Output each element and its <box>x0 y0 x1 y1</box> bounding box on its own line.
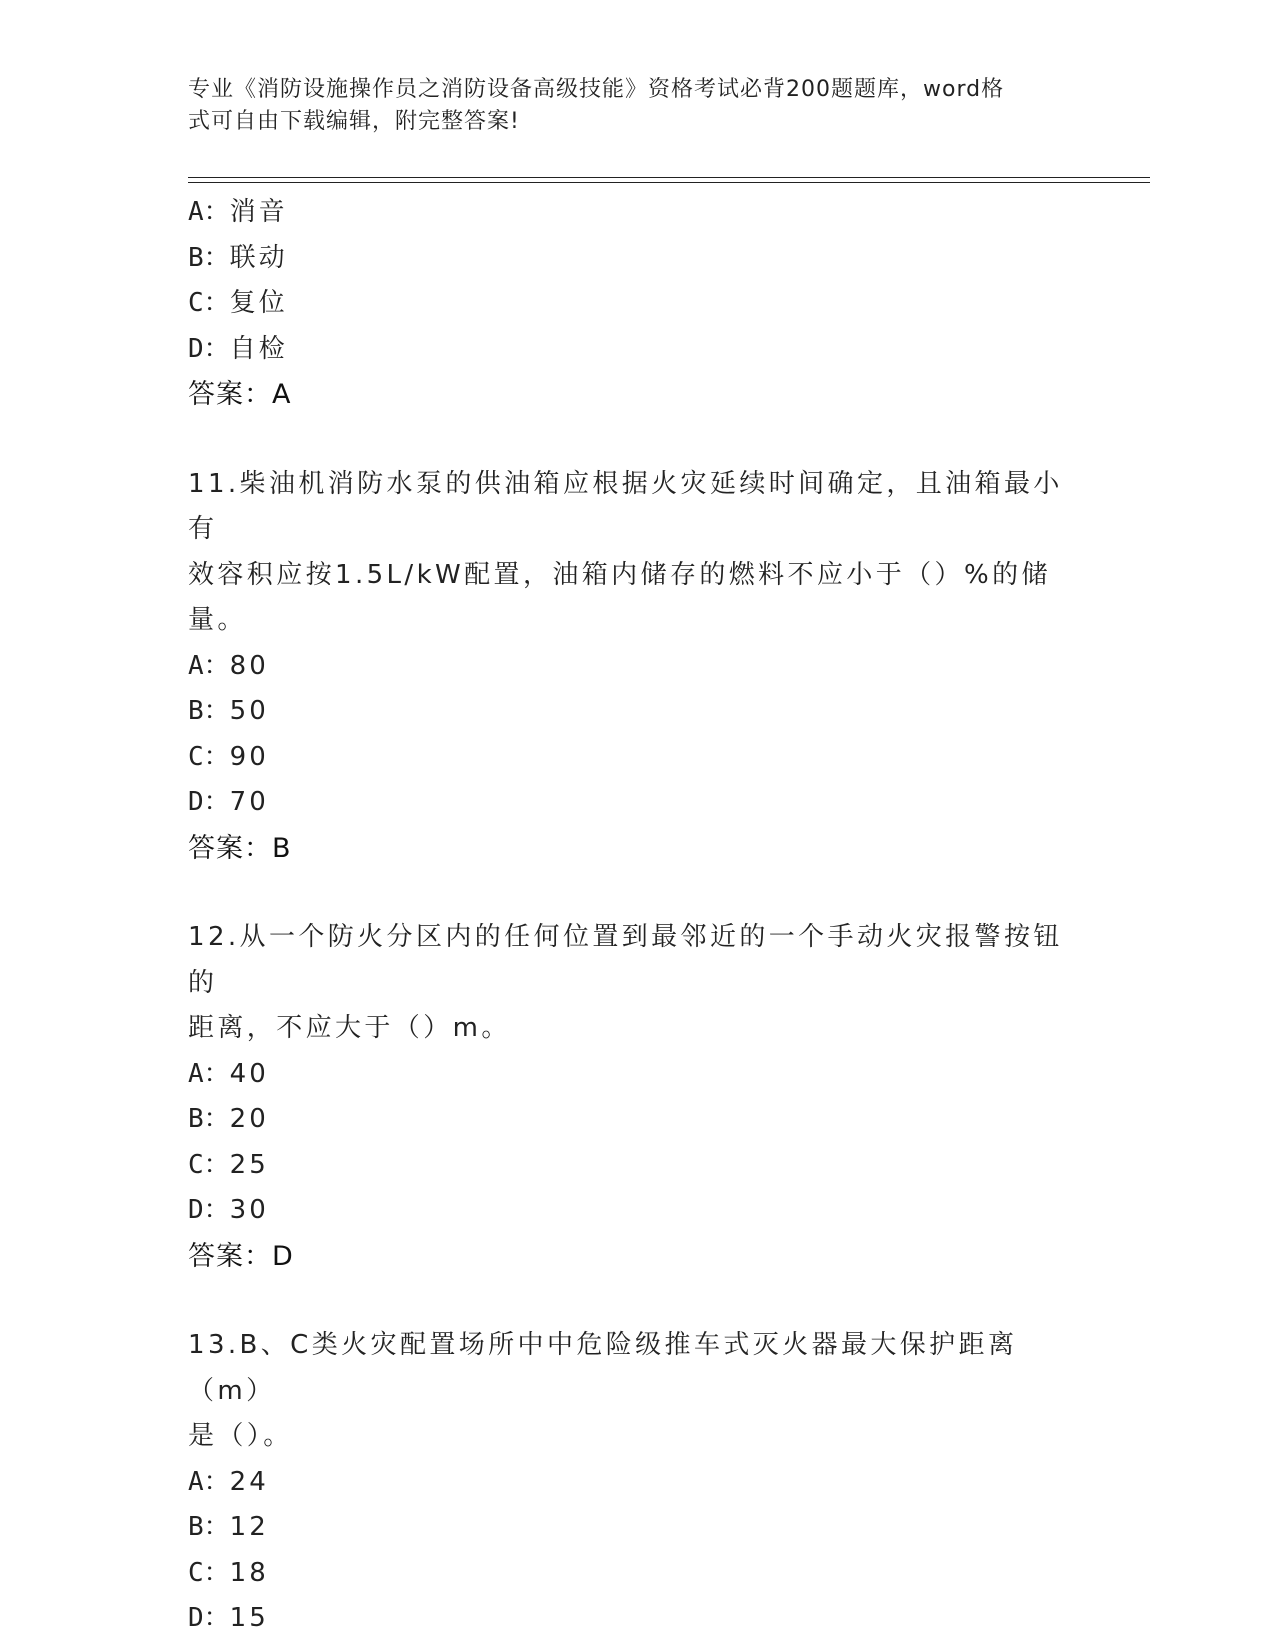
question-13-block <box>188 1323 1088 1642</box>
answer-line: 答案：B <box>188 832 292 864</box>
question-text: 11.柴油机消防水泵的供油箱应根据火灾延续时间确定，且油箱最小有 效容积应按1.5L/kW配置，油箱内储存的燃料不应小于（）%的储量。 <box>188 468 1063 635</box>
option-d: D：15 <box>188 1603 269 1633</box>
answer-line: 答案：A <box>188 379 292 410</box>
option-a: A：40 <box>188 1058 269 1089</box>
question-11-block <box>188 462 1088 872</box>
option-a: A：80 <box>188 650 269 681</box>
option-a: A：24 <box>188 1466 269 1497</box>
option-a: A：消音 <box>188 197 288 227</box>
option-d: D：30 <box>188 1195 269 1225</box>
option-b: B：12 <box>188 1512 269 1542</box>
question-12-block <box>188 915 1088 1279</box>
option-d: D：自检 <box>188 333 288 364</box>
header-line-2: 式可自由下载编辑，附完整答案! <box>188 109 520 134</box>
option-c: C：复位 <box>188 288 288 318</box>
option-c: C：90 <box>188 741 269 772</box>
header-divider-bottom <box>188 182 1150 183</box>
answer-line: 答案：D <box>188 1240 294 1272</box>
option-d: D：70 <box>188 787 269 817</box>
header-divider-top <box>188 177 1150 178</box>
document-header <box>188 74 1068 138</box>
question-list <box>188 190 1088 1642</box>
header-line-1: 专业《消防设施操作员之消防设备高级技能》资格考试必背200题题库，word格 <box>188 77 1005 102</box>
question-text: 12.从一个防火分区内的任何位置到最邻近的一个手动火灾报警按钮的 距离，不应大于（）m。 <box>188 922 1063 1043</box>
option-c: C：25 <box>188 1149 269 1180</box>
option-c: C：18 <box>188 1557 269 1588</box>
option-b: B：联动 <box>188 242 288 273</box>
question-text: 13.B、C类火灾配置场所中中危险级推车式灭火器最大保护距离（m） 是（）。 <box>188 1330 1018 1451</box>
option-b: B：20 <box>188 1104 269 1134</box>
question-10-block <box>188 190 1088 418</box>
option-b: B：50 <box>188 696 269 726</box>
